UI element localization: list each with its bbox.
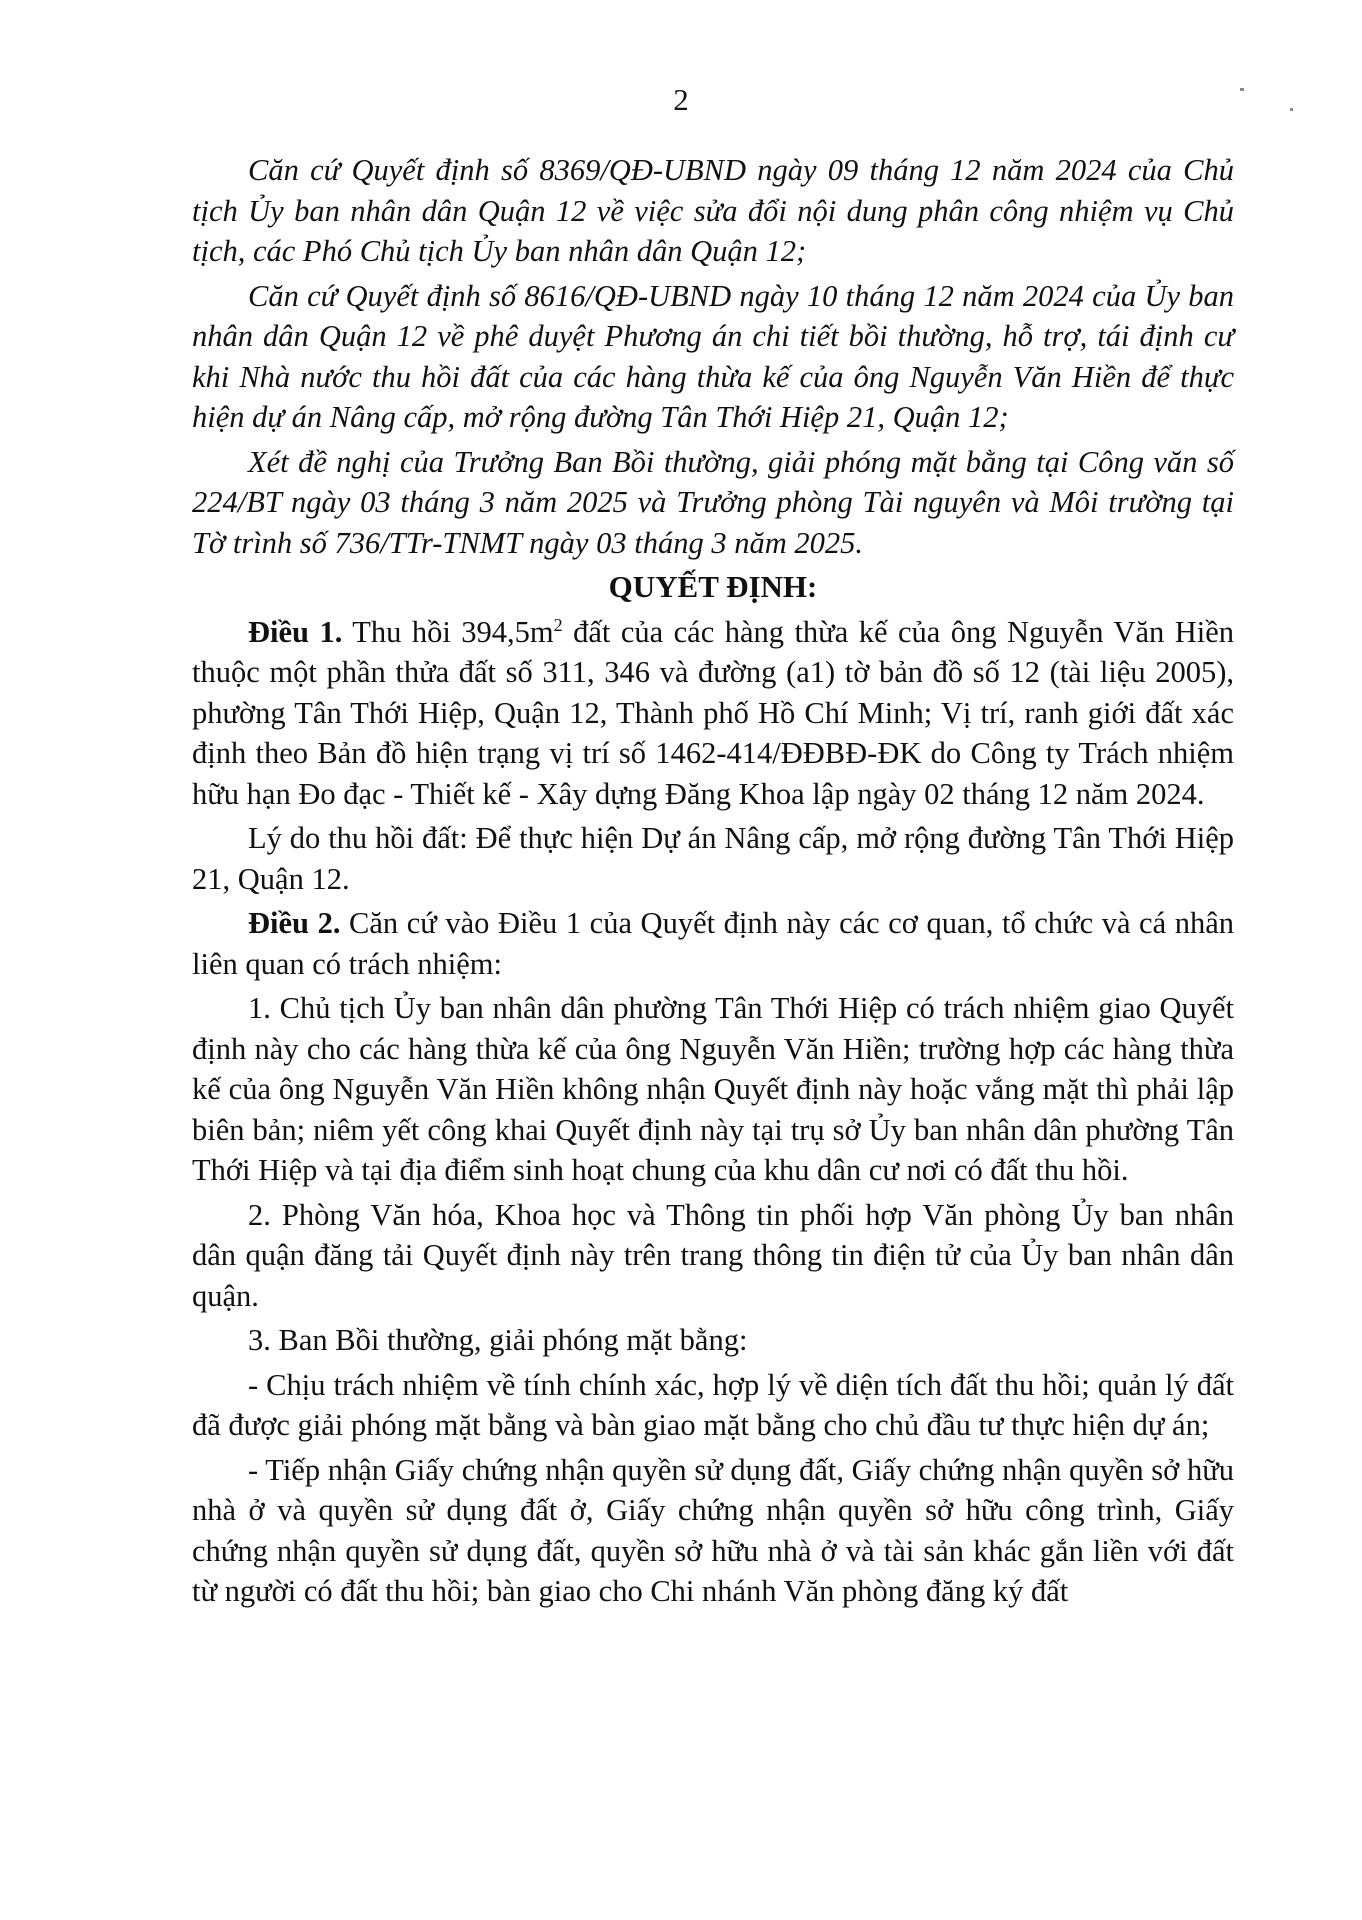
document-body bbox=[192, 150, 1234, 1616]
article-2-item-3-bullet-2: - Tiếp nhận Giấy chứng nhận quyền sử dụng đất, Giấy chứng nhận quyền sở hữu nhà ở và quyền sử dụng đất ở, Giấy chứng nhận quyền sở hữu công trình, Giấy chứng nhận quyền sử dụng đất, quyền sở hữu nhà ở và tài sản khác gắn liền với đất từ người có đất thu hồi; bàn giao cho Chi nhánh Văn phòng đăng ký đất bbox=[192, 1452, 1234, 1608]
page-number: 2 bbox=[673, 82, 689, 117]
article-2-item-3-bullet-1: - Chịu trách nhiệm về tính chính xác, hợp lý về diện tích đất thu hồi; quản lý đất đã được giải phóng mặt bằng và bàn giao mặt bằng cho chủ đầu tư thực hiện dự án; bbox=[192, 1367, 1234, 1442]
article-1-reason: Lý do thu hồi đất: Để thực hiện Dự án Nâng cấp, mở rộng đường Tân Thới Hiệp 21, Quận 12. bbox=[192, 821, 1234, 896]
preamble-section bbox=[192, 150, 1234, 563]
area-unit-superscript: 2 bbox=[553, 614, 563, 635]
preamble-paragraph-1: Căn cứ Quyết định số 8369/QĐ-UBND ngày 09 tháng 12 năm 2024 của Chủ tịch Ủy ban nhân dân Quận 12 về việc sửa đổi nội dung phân công nhiệm vụ Chủ tịch, các Phó Chủ tịch Ủy ban nhân dân Quận 12; bbox=[192, 153, 1234, 268]
article-1-label: Điều 1. bbox=[248, 614, 343, 649]
preamble-paragraph-3: Xét đề nghị của Trưởng Ban Bồi thường, giải phóng mặt bằng tại Công văn số 224/BT ngày 03 tháng 3 năm 2025 và Trưởng phòng Tài nguyên và Môi trường tại Tờ trình số 736/TTr-TNMT ngày 03 tháng 3 năm 2025. bbox=[192, 444, 1234, 560]
decision-heading: QUYẾT ĐỊNH: bbox=[608, 569, 818, 604]
scan-speck bbox=[1290, 108, 1293, 111]
article-2-item-2: 2. Phòng Văn hóa, Khoa học và Thông tin phối hợp Văn phòng Ủy ban nhân dân quận đăng tải Quyết định này trên trang thông tin điện tử của Ủy ban nhân dân quận. bbox=[192, 1197, 1234, 1313]
article-2-paragraph bbox=[192, 903, 1234, 984]
article-2-item-3: 3. Ban Bồi thường, giải phóng mặt bằng: bbox=[248, 1323, 748, 1357]
preamble-paragraph-2: Căn cứ Quyết định số 8616/QĐ-UBND ngày 10 tháng 12 năm 2024 của Ủy ban nhân dân Quận 12 về phê duyệt Phương án chi tiết bồi thường, hỗ trợ, tái định cư khi Nhà nước thu hồi đất của các hàng thừa kế của ông Nguyễn Văn Hiền để thực hiện dự án Nâng cấp, mở rộng đường Tân Thới Hiệp 21, Quận 12; bbox=[192, 278, 1234, 434]
article-1-text-a: Thu hồi 394,5m bbox=[342, 614, 554, 649]
article-2-intro: Căn cứ vào Điều 1 của Quyết định này các cơ quan, tổ chức và cá nhân liên quan có trách nhiệm: bbox=[192, 906, 1234, 981]
article-1-paragraph bbox=[192, 612, 1234, 815]
scan-speck bbox=[1240, 88, 1244, 91]
article-1-text-b: đất của các hàng thừa kế của ông Nguyễn Văn Hiền thuộc một phần thửa đất số 311, 346 và đường (a1) tờ bản đồ số 12 (tài liệu 2005), phường Tân Thới Hiệp, Quận 12, Thành phố Hồ Chí Minh; Vị trí, ranh giới đất xác định theo Bản đồ hiện trạng vị trí số 1462-414/ĐĐBĐ-ĐK do Công ty Trách nhiệm hữu hạn Đo đạc - Thiết kế - Xây dựng Đăng Khoa lập ngày 02 tháng 12 năm 2024. bbox=[192, 614, 1234, 811]
article-2-item-1: 1. Chủ tịch Ủy ban nhân dân phường Tân Thới Hiệp có trách nhiệm giao Quyết định này cho các hàng thừa kế của ông Nguyễn Văn Hiền; trường hợp các hàng thừa kế của ông Nguyễn Văn Hiền không nhận Quyết định này hoặc vắng mặt thì phải lập biên bản; niêm yết công khai Quyết định này tại trụ sở Ủy ban nhân dân phường Tân Thới Hiệp và tại địa điểm sinh hoạt chung của khu dân cư nơi có đất thu hồi. bbox=[192, 991, 1234, 1187]
article-2-label: Điều 2. bbox=[248, 906, 341, 940]
